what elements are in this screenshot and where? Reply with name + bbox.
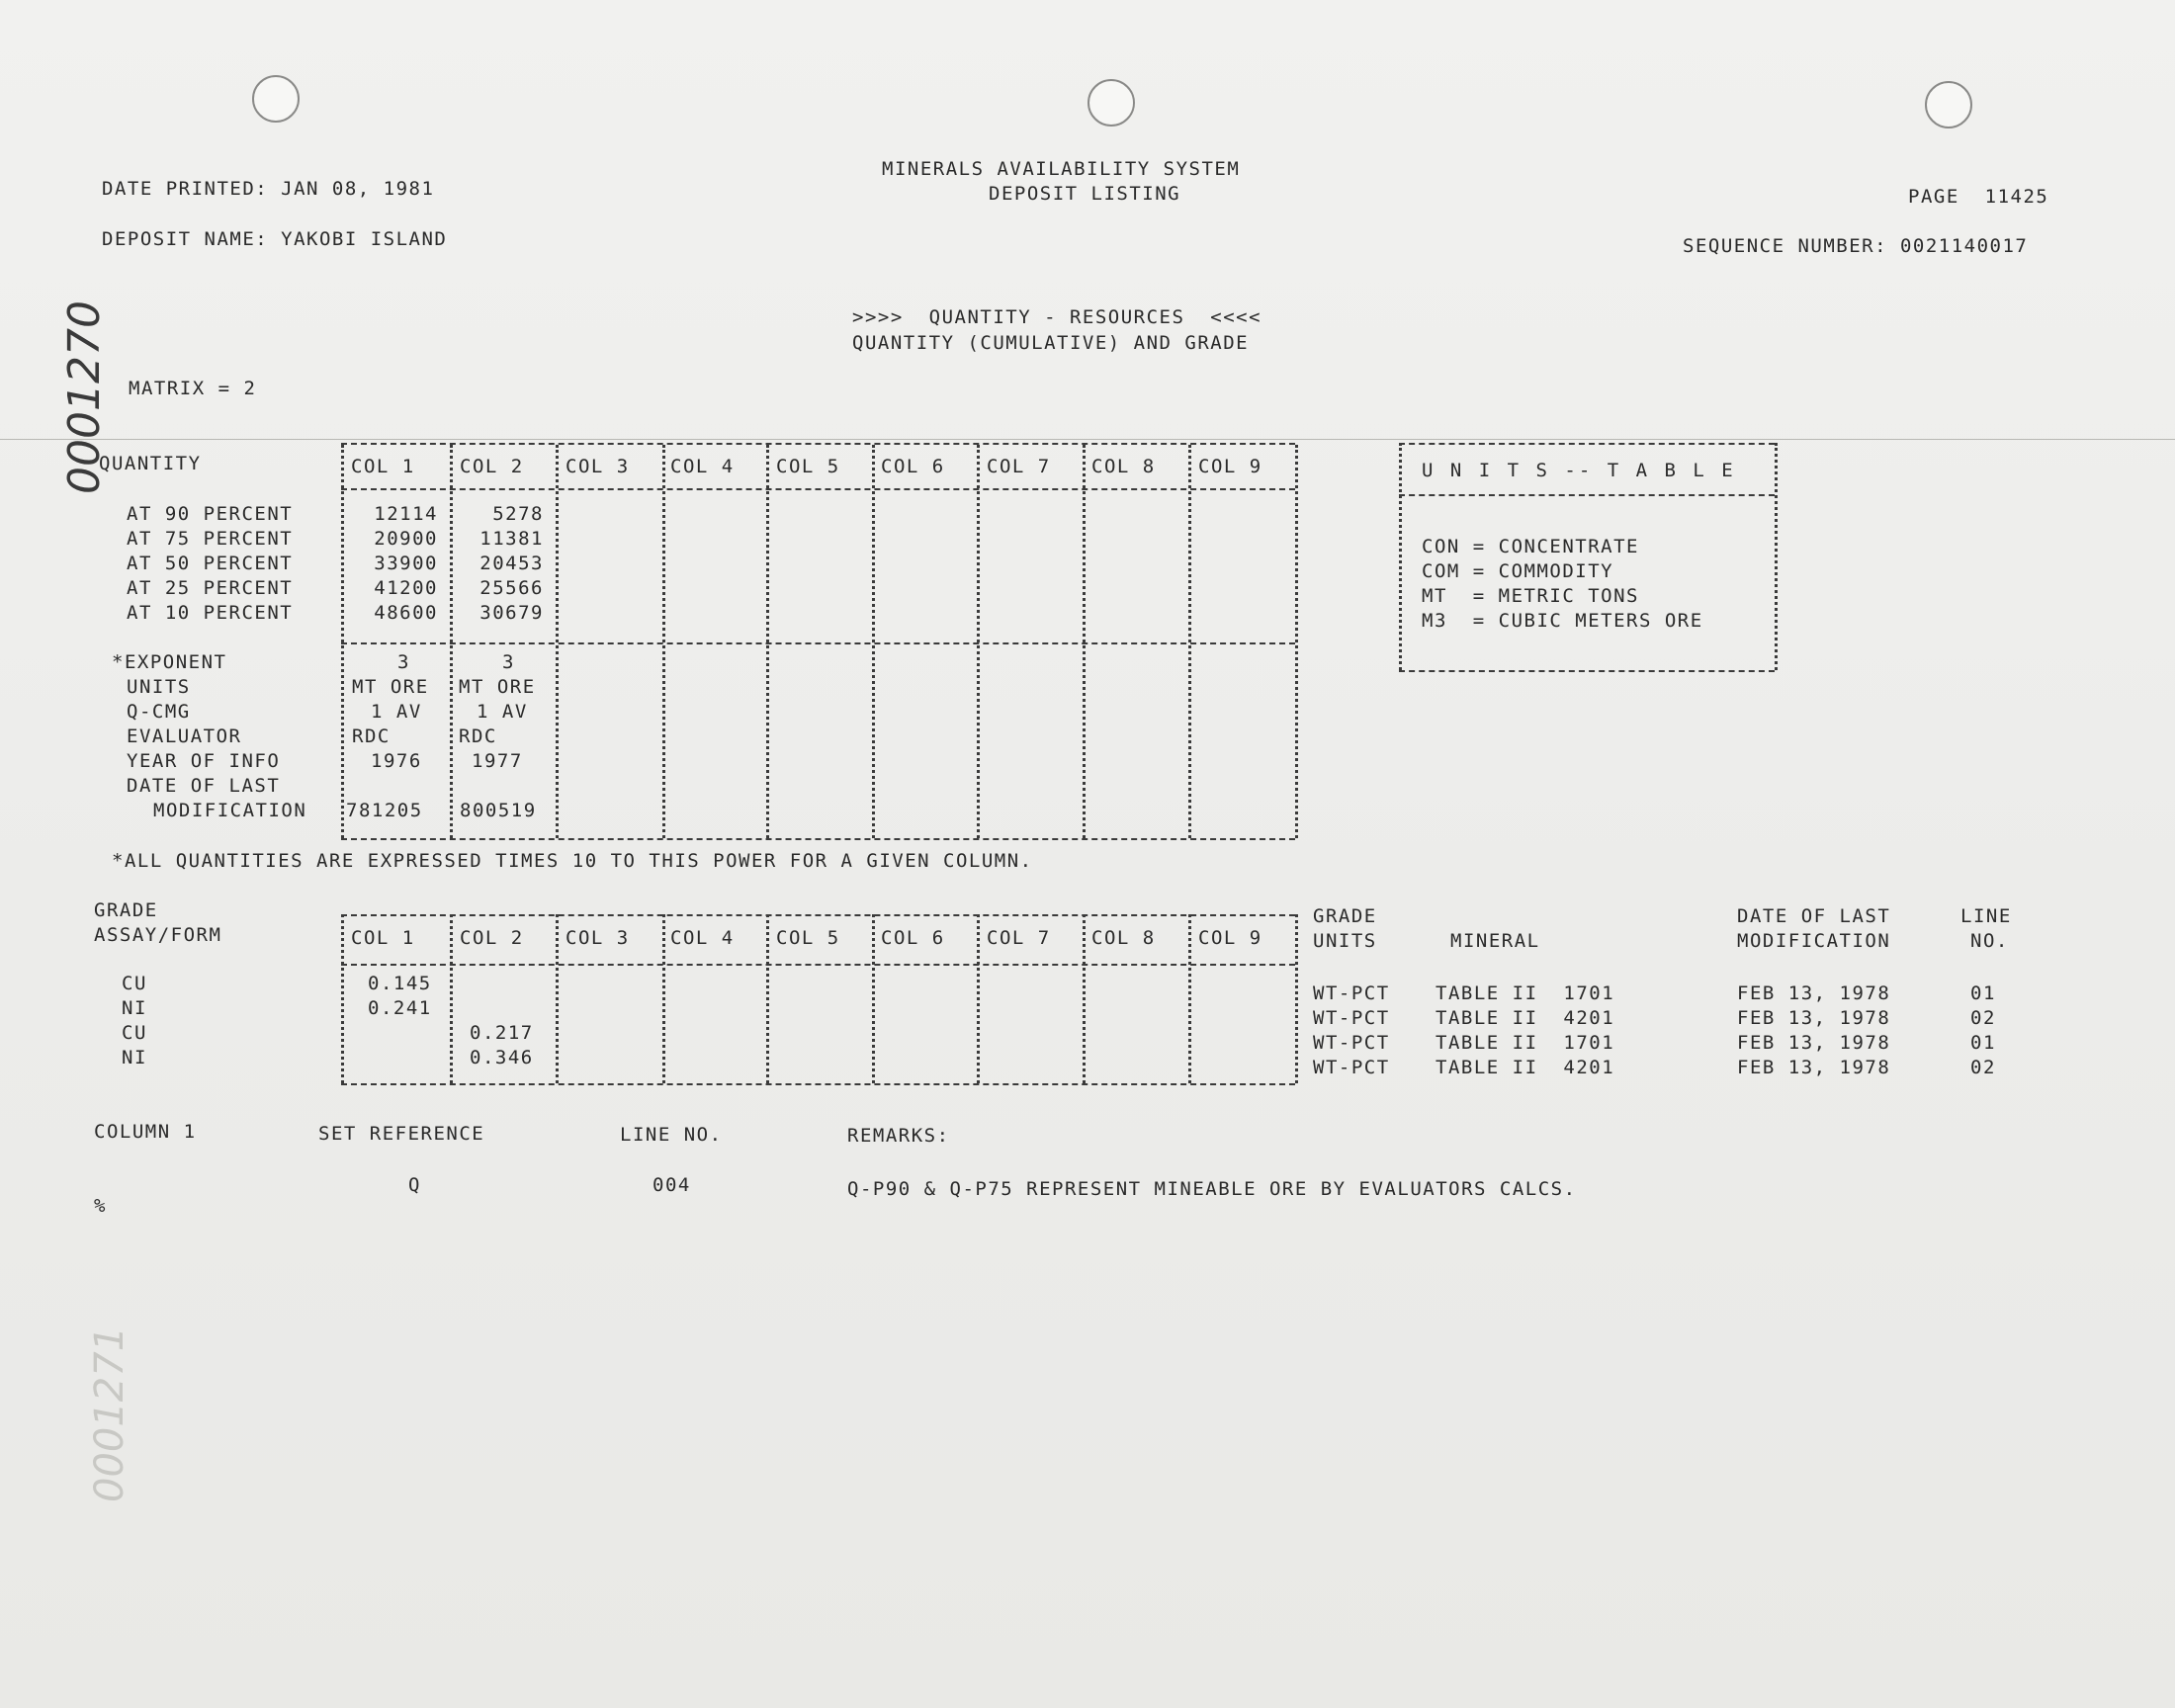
column-header: COL 5 — [776, 456, 840, 477]
line-header: LINE — [1960, 905, 2012, 927]
table-rule — [341, 488, 1295, 490]
attr-col1: 1 AV — [371, 701, 422, 723]
row-label: AT 25 PERCENT — [127, 577, 294, 599]
line-no: 01 — [1970, 982, 1996, 1004]
punch-hole — [1925, 81, 1972, 128]
remarks-label: REMARKS: — [847, 1125, 950, 1147]
column-separator — [662, 914, 665, 1083]
cell-col2: 11381 — [479, 528, 544, 550]
column-separator — [1188, 914, 1191, 1083]
column-separator — [1295, 914, 1298, 1083]
attr-label: *EXPONENT — [112, 651, 227, 673]
punch-hole — [1088, 79, 1135, 127]
mineral: TABLE II 1701 — [1436, 1032, 1615, 1054]
column-separator — [1083, 445, 1086, 838]
table-rule — [341, 443, 1295, 445]
column-header: COL 2 — [460, 456, 524, 477]
mineral-header: MINERAL — [1450, 930, 1540, 952]
attr-col1: RDC — [352, 726, 391, 747]
attr-col2: MT ORE — [459, 676, 536, 698]
column-header: COL 6 — [881, 927, 945, 949]
column-header: COL 9 — [1198, 927, 1262, 949]
column-header: COL 6 — [881, 456, 945, 477]
assay: NI — [122, 997, 147, 1019]
quantity-label: QUANTITY — [99, 453, 202, 474]
grade-units: WT-PCT — [1313, 1057, 1390, 1078]
column-separator — [341, 914, 344, 1083]
column-header: COL 9 — [1198, 456, 1262, 477]
column-header: COL 8 — [1091, 927, 1156, 949]
listing-title: DEPOSIT LISTING — [989, 183, 1181, 205]
line-no: 02 — [1970, 1007, 1996, 1029]
units-table-border — [1775, 443, 1778, 670]
cell-col2: 5278 — [492, 503, 544, 525]
matrix-label: MATRIX = 2 — [129, 378, 257, 399]
column-header: COL 7 — [987, 456, 1051, 477]
assay: NI — [122, 1047, 147, 1068]
units-table-rule — [1399, 670, 1775, 672]
table-rule — [341, 964, 1295, 966]
column-label: COLUMN 1 — [94, 1121, 197, 1143]
units-table-rule — [1399, 494, 1775, 496]
mineral: TABLE II 4201 — [1436, 1057, 1615, 1078]
column-separator — [1083, 914, 1086, 1083]
assay: CU — [122, 973, 147, 994]
column-separator — [341, 445, 344, 838]
grade-label: GRADE — [94, 899, 158, 921]
deposit-name: DEPOSIT NAME: YAKOBI ISLAND — [102, 228, 448, 250]
column-separator — [450, 914, 453, 1083]
attr-label: Q-CMG — [127, 701, 191, 723]
grade-col2: 0.217 — [470, 1022, 534, 1044]
grade-units-header: UNITS — [1313, 930, 1377, 952]
column-header: COL 1 — [351, 456, 415, 477]
attr-label: EVALUATOR — [127, 726, 242, 747]
column-separator — [1188, 445, 1191, 838]
row-label: AT 75 PERCENT — [127, 528, 294, 550]
column-separator — [766, 914, 769, 1083]
column-separator — [450, 445, 453, 838]
units-table-border — [1399, 443, 1402, 670]
column-separator — [766, 445, 769, 838]
column-separator — [556, 445, 559, 838]
section-title: >>>> QUANTITY - RESOURCES <<<< — [852, 306, 1262, 328]
attr-col1: 1976 — [371, 750, 422, 772]
attr-col2: 800519 — [460, 800, 537, 821]
column-separator — [977, 445, 980, 838]
faded-stamp-number: 0001271 — [87, 1325, 132, 1502]
mineral: TABLE II 4201 — [1436, 1007, 1615, 1029]
grade-col1: 0.241 — [368, 997, 432, 1019]
units-entry: MT = METRIC TONS — [1422, 585, 1639, 607]
mineral: TABLE II 1701 — [1436, 982, 1615, 1004]
attr-col1: MT ORE — [352, 676, 429, 698]
table-rule — [341, 838, 1295, 840]
mod-date: FEB 13, 1978 — [1737, 982, 1891, 1004]
line-header: NO. — [1970, 930, 2009, 952]
attr-label: YEAR OF INFO — [127, 750, 281, 772]
page-crease — [0, 439, 2175, 440]
table-rule — [341, 1083, 1295, 1085]
units-entry: M3 = CUBIC METERS ORE — [1422, 610, 1703, 632]
grade-units-header: GRADE — [1313, 905, 1377, 927]
attr-col1: 781205 — [346, 800, 423, 821]
stamp-number: 0001270 — [59, 300, 110, 494]
column-separator — [872, 914, 875, 1083]
row-label: AT 10 PERCENT — [127, 602, 294, 624]
date-header: DATE OF LAST — [1737, 905, 1891, 927]
set-reference-label: SET REFERENCE — [318, 1123, 485, 1145]
column-separator — [662, 445, 665, 838]
cell-col2: 30679 — [479, 602, 544, 624]
set-reference-value: Q — [408, 1174, 421, 1196]
punch-hole — [252, 75, 300, 123]
units-table-rule — [1399, 443, 1775, 445]
assay: CU — [122, 1022, 147, 1044]
date-printed: DATE PRINTED: JAN 08, 1981 — [102, 178, 435, 200]
column-header: COL 8 — [1091, 456, 1156, 477]
line-no: 02 — [1970, 1057, 1996, 1078]
percent-mark: % — [94, 1195, 107, 1217]
system-title: MINERALS AVAILABILITY SYSTEM — [882, 158, 1241, 180]
mod-date: FEB 13, 1978 — [1737, 1007, 1891, 1029]
column-separator — [872, 445, 875, 838]
mod-date: FEB 13, 1978 — [1737, 1057, 1891, 1078]
attr-col2: RDC — [459, 726, 497, 747]
units-entry: COM = COMMODITY — [1422, 560, 1614, 582]
column-header: COL 3 — [566, 456, 630, 477]
assay-form-label: ASSAY/FORM — [94, 924, 222, 946]
sequence-number: SEQUENCE NUMBER: 0021140017 — [1683, 235, 2029, 257]
table-rule — [341, 914, 1295, 916]
date-header: MODIFICATION — [1737, 930, 1891, 952]
attr-label: MODIFICATION — [153, 800, 307, 821]
cell-col1: 41200 — [374, 577, 438, 599]
grade-col2: 0.346 — [470, 1047, 534, 1068]
cell-col2: 25566 — [479, 577, 544, 599]
cell-col1: 48600 — [374, 602, 438, 624]
table-rule — [341, 642, 1295, 644]
row-label: AT 50 PERCENT — [127, 553, 294, 574]
remark-text: Q-P90 & Q-P75 REPRESENT MINEABLE ORE BY EVALUATORS CALCS. — [847, 1178, 1577, 1200]
footnote: *ALL QUANTITIES ARE EXPRESSED TIMES 10 TO THIS POWER FOR A GIVEN COLUMN. — [112, 850, 1033, 872]
attr-col1: 3 — [397, 651, 410, 673]
column-header: COL 4 — [670, 456, 735, 477]
units-table-title: U N I T S -- T A B L E — [1422, 460, 1736, 481]
column-header: COL 4 — [670, 927, 735, 949]
attr-col2: 1 AV — [477, 701, 528, 723]
column-header: COL 1 — [351, 927, 415, 949]
column-header: COL 7 — [987, 927, 1051, 949]
cell-col1: 20900 — [374, 528, 438, 550]
grade-col1: 0.145 — [368, 973, 432, 994]
cell-col1: 33900 — [374, 553, 438, 574]
grade-units: WT-PCT — [1313, 982, 1390, 1004]
column-separator — [1295, 445, 1298, 838]
column-separator — [977, 914, 980, 1083]
cell-col1: 12114 — [374, 503, 438, 525]
section-subtitle: QUANTITY (CUMULATIVE) AND GRADE — [852, 332, 1250, 354]
attr-col2: 1977 — [472, 750, 523, 772]
attr-label: UNITS — [127, 676, 191, 698]
page-number: PAGE 11425 — [1908, 186, 2049, 208]
grade-units: WT-PCT — [1313, 1007, 1390, 1029]
column-header: COL 2 — [460, 927, 524, 949]
line-no-label: LINE NO. — [620, 1124, 723, 1146]
column-separator — [556, 914, 559, 1083]
row-label: AT 90 PERCENT — [127, 503, 294, 525]
line-no: 01 — [1970, 1032, 1996, 1054]
grade-units: WT-PCT — [1313, 1032, 1390, 1054]
units-entry: CON = CONCENTRATE — [1422, 536, 1639, 557]
cell-col2: 20453 — [479, 553, 544, 574]
column-header: COL 5 — [776, 927, 840, 949]
column-header: COL 3 — [566, 927, 630, 949]
mod-date: FEB 13, 1978 — [1737, 1032, 1891, 1054]
attr-col2: 3 — [502, 651, 515, 673]
line-no-value: 004 — [652, 1174, 691, 1196]
attr-label: DATE OF LAST — [127, 775, 281, 797]
